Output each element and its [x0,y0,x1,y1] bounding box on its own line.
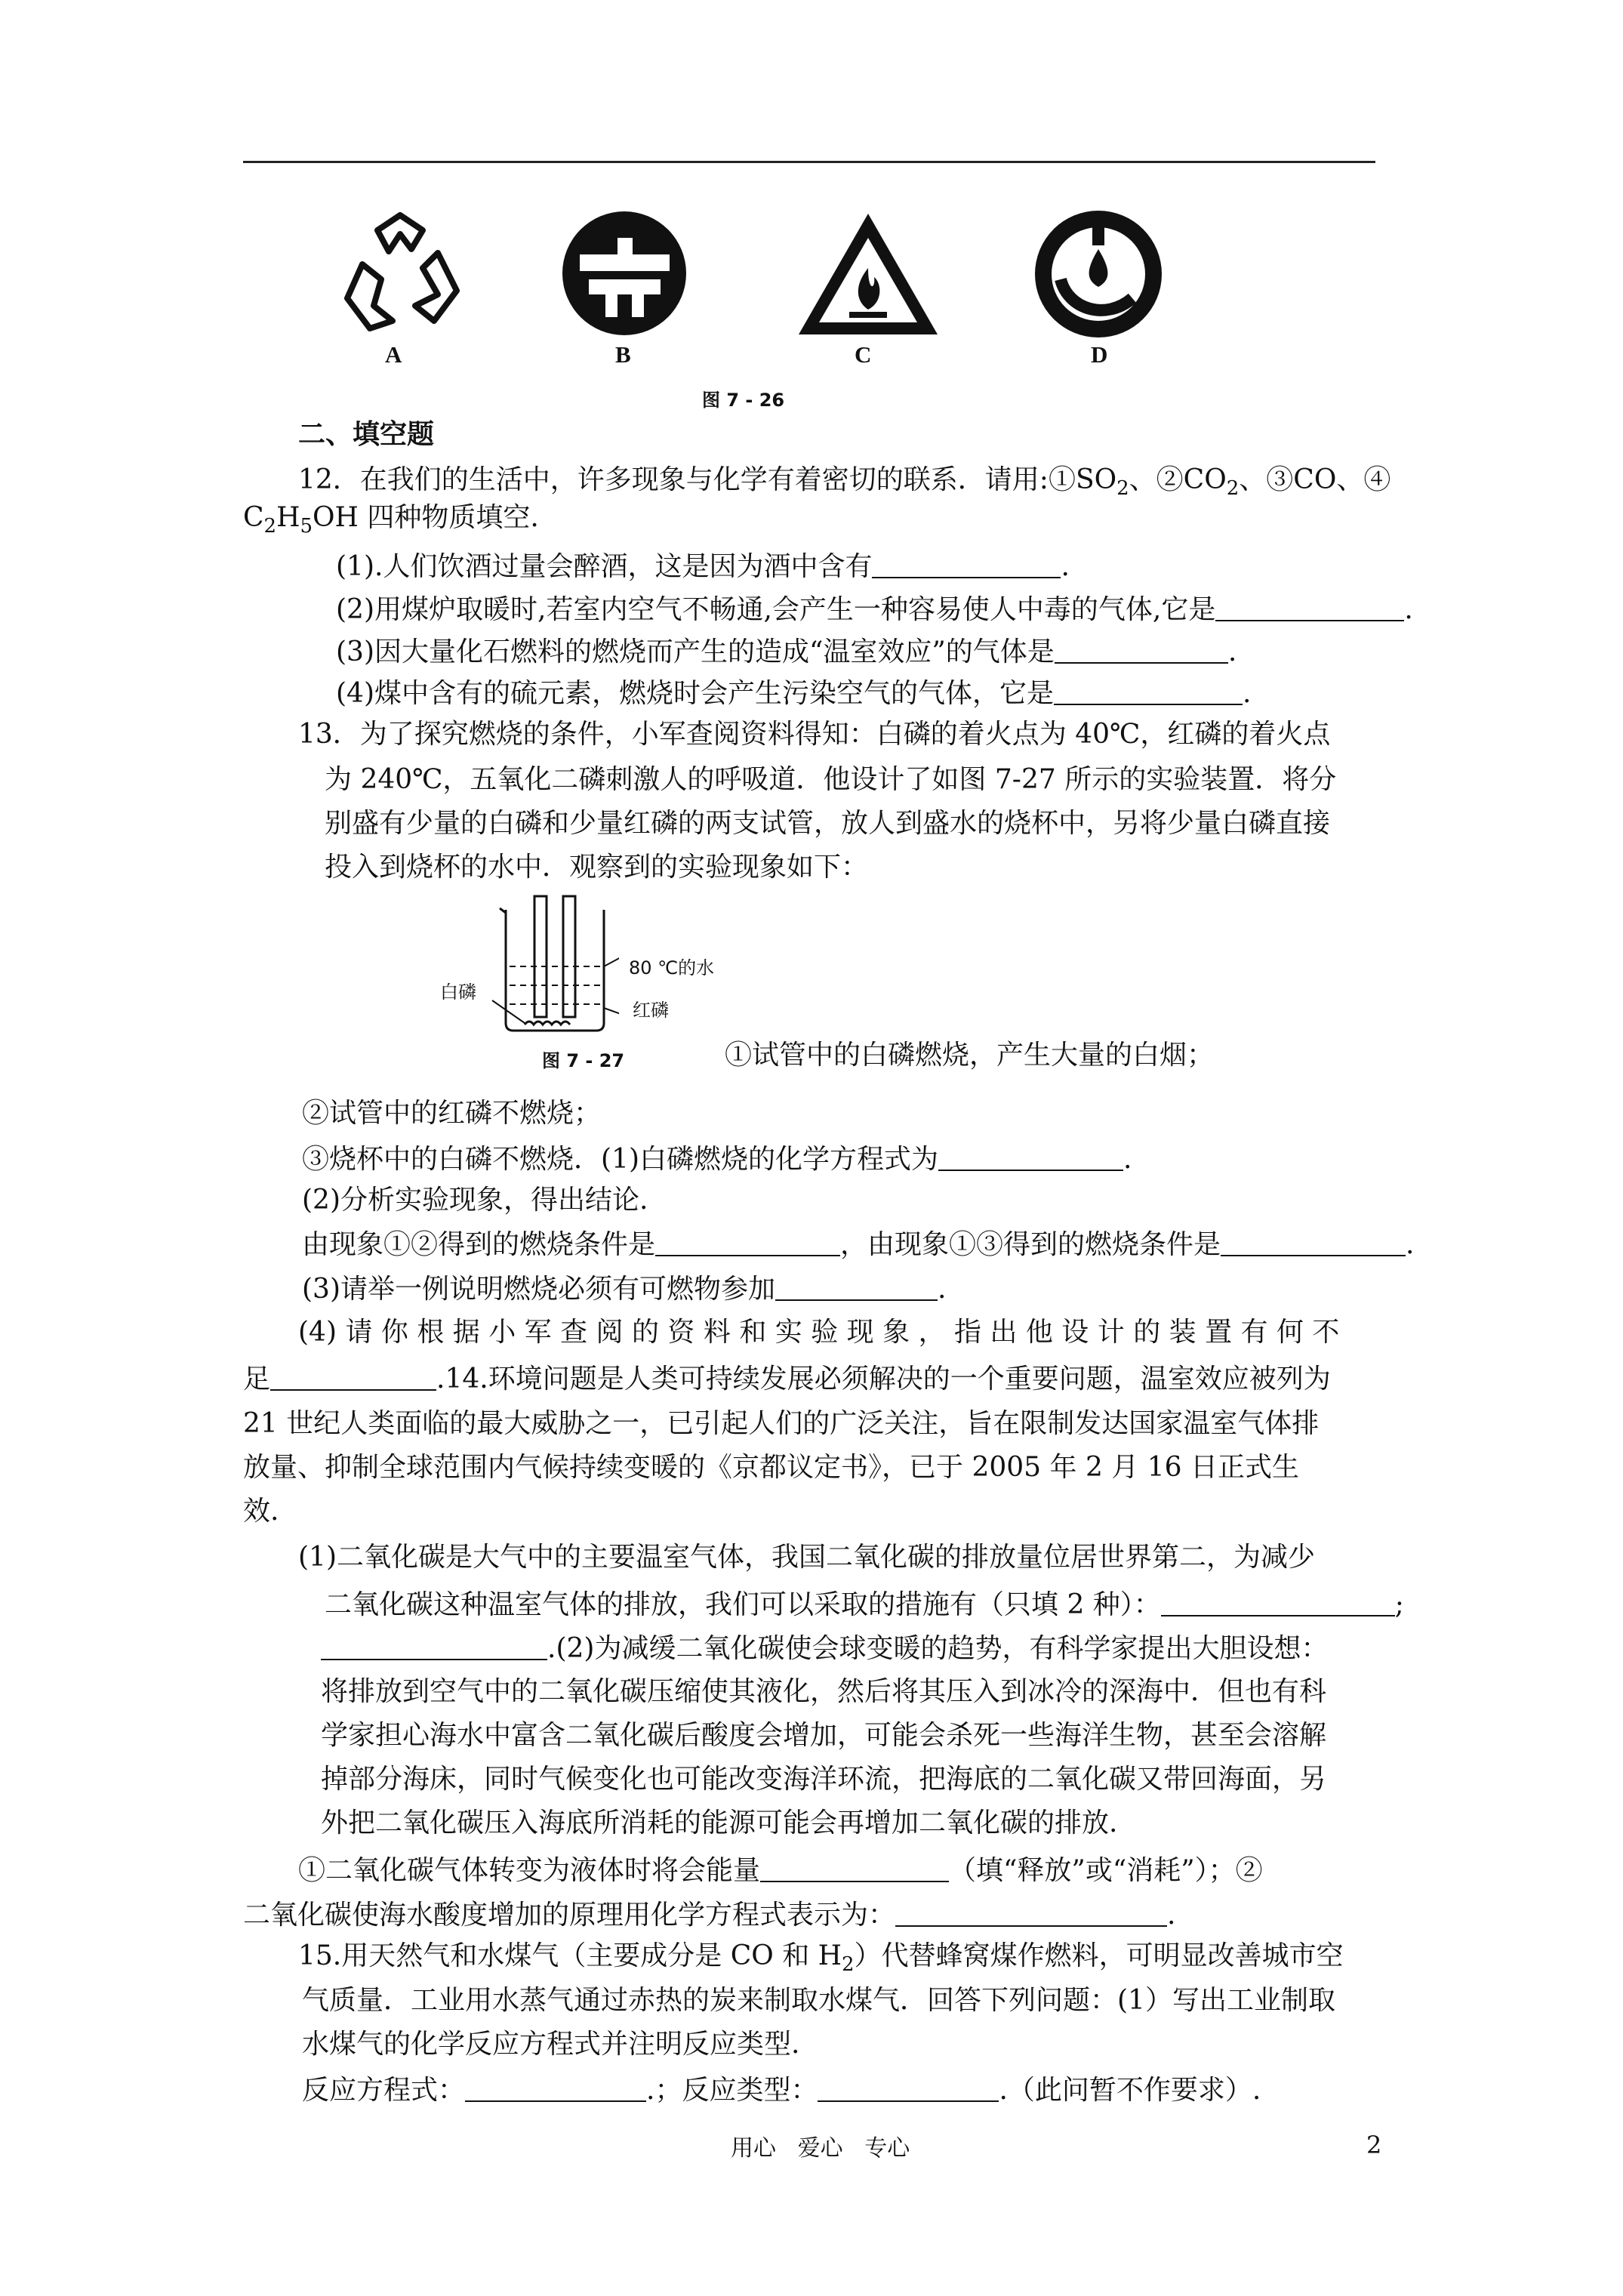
page-number: 2 [1366,2131,1382,2159]
figure-caption-7-27: 图 7 - 27 [542,1050,625,1071]
figure-label-a: A [385,341,402,368]
q14-part2-line5: 外把二氧化碳压入海底所消耗的能源可能会再增加二氧化碳的排放. [321,1808,1118,1838]
answer-blank[interactable] [1221,1229,1406,1256]
q12-part3: (3)因大量化石燃料的燃烧而产生的造成“温室效应”的气体是 . [336,636,1237,667]
answer-blank[interactable] [895,1900,1167,1927]
q12-part2: (2)用煤炉取暖时,若室内空气不畅通,会产生一种容易使人中毒的气体,它是 . [336,594,1413,625]
answer-blank[interactable] [321,1633,547,1660]
q14-part3-line1: ①二氧化碳气体转变为液体时将会能量 （填“释放”或“消耗”）；② [298,1855,1263,1886]
q14-part2-line3: 学家担心海水中富含二氧化碳后酸度会增加，可能会杀死一些海洋生物，甚至会溶解 [321,1720,1327,1751]
fig-label-water: 80 ℃的水 [629,957,715,978]
figure-label-b: B [615,341,631,368]
q13-line4: 投入到烧杯的水中．观察到的实验现象如下： [325,852,869,883]
fig-label-white-phosphorus: 白磷 [440,982,476,1003]
q14-part3-line2: 二氧化碳使海水酸度增加的原理用化学方程式表示为： . [243,1900,1176,1931]
water-saving-symbol-icon [559,208,691,340]
q14-part1-line1: (1)二氧化碳是大气中的主要温室气体，我国二氧化碳的排放量位居世界第二，为减少 [298,1542,1315,1573]
q13-line2: 为 240℃，五氧化二磷刺激人的呼吸道．他设计了如图 7-27 所示的实验装置．将分 [325,764,1337,795]
answer-blank[interactable] [1055,636,1228,664]
answer-blank[interactable] [938,1144,1123,1171]
fig-label-red-phosphorus: 红磷 [633,1000,669,1021]
q15-line3: 水煤气的化学反应方程式并注明反应类型. [302,2029,800,2060]
q14-line4: 效. [243,1496,279,1527]
answer-blank[interactable] [270,1364,436,1391]
figure-label-d: D [1091,341,1108,368]
q13-observation2: ②试管中的红磷不燃烧； [302,1098,602,1129]
answer-blank[interactable] [818,2075,999,2102]
answer-blank[interactable] [775,1274,938,1301]
q13-part2: (2)分析实验现象，得出结论. [302,1185,648,1216]
q14-line3: 放量、抑制全球范围内气候持续变暖的《京都议定书》，已于 2005 年 2 月 16 日正式生 [243,1452,1299,1483]
q13-part4: (4) 请 你 根 据 小 军 查 阅 的 资 料 和 实 验 现 象 ， 指 出 他 设 计 的 装 置 有 何 不 [298,1317,1340,1348]
q13-observation1: ①试管中的白磷燃烧，产生大量的白烟； [725,1040,1215,1071]
q12-stem-line1: 12．在我们的生活中，许多现象与化学有着密切的联系．请用$:①SO_2$、$②CO_2$、③CO、④ [298,464,1391,501]
q13-observation3: ③烧杯中的白磷不燃烧．(1)白磷燃烧的化学方程式为 . [302,1144,1132,1175]
answer-blank[interactable] [655,1229,840,1256]
q14-line1: 足 .14.环境问题是人类可持续发展必须解决的一个重要问题，温室效应被列为 [243,1364,1331,1395]
answer-blank[interactable] [760,1855,949,1882]
q13-line3: 别盛有少量的白磷和少量红磷的两支试管，放人到盛水的烧杯中，另将少量白磷直接 [325,808,1331,839]
water-drop-hand-icon [1030,208,1166,340]
answer-blank[interactable] [465,2075,646,2102]
q12-part4: (4)煤中含有的硫元素，燃烧时会产生污染空气的气体，它是 . [336,678,1252,709]
answer-blank[interactable] [872,551,1061,578]
answer-blank[interactable] [1054,678,1243,705]
recycling-symbol-icon [332,208,468,340]
section-heading: 二、填空题 [298,419,435,450]
q15-line4: 反应方程式： .；反应类型： .（此问暂不作要求）. [302,2075,1261,2106]
q14-part1-line2: 二氧化碳这种温室气体的排放，我们可以采取的措施有（只填 2 种）： ; [325,1589,1404,1620]
q15-line2: 气质量．工业用水蒸气通过赤热的炭来制取水煤气．回答下列问题：(1）写出工业制取 [302,1985,1335,2016]
q13-part2-conditions: 由现象①②得到的燃烧条件是 ，由现象①③得到的燃烧条件是 . [302,1229,1415,1260]
q14-part2-line1: .(2)为减缓二氧化碳使会球变暖的趋势，有科学家提出大胆设想： [321,1633,1328,1663]
flammable-warning-icon [793,208,944,340]
q14-part2-line4: 掉部分海床，同时气候变化也可能改变海洋环流，把海底的二氧化碳又带回海面，另 [321,1764,1327,1795]
answer-blank[interactable] [1161,1589,1395,1616]
beaker-apparatus-figure [491,895,619,1038]
q13-line1: 13．为了探究燃烧的条件，小军查阅资料得知：白磷的着火点为 40℃，红磷的着火点 [298,719,1331,750]
q12-part1: (1).人们饮酒过量会醉酒，这是因为酒中含有 . [336,551,1070,582]
figure-label-c: C [855,341,872,368]
answer-blank[interactable] [1215,594,1404,621]
q14-part2-line2: 将排放到空气中的二氧化碳压缩使其液化，然后将其压入到冰冷的深海中．但也有科 [321,1676,1327,1707]
figure-caption-7-26: 图 7 - 26 [702,390,785,411]
header-rule [243,161,1375,163]
footer-motto: 用心 爱心 专心 [731,2135,910,2162]
q13-part3: (3)请举一例说明燃烧必须有可燃物参加 . [302,1274,947,1305]
q12-stem-line2: $C_2H_5OH$ 四种物质填空. [243,502,539,538]
q14-line2: 21 世纪人类面临的最大威胁之一，已引起人们的广泛关注，旨在限制发达国家温室气体排 [243,1408,1320,1439]
q15-line1: 15.用天然气和水煤气（主要成分是 CO 和 $H_2$）代替蜂窝煤作燃料，可明显改善城市空 [298,1940,1344,1977]
